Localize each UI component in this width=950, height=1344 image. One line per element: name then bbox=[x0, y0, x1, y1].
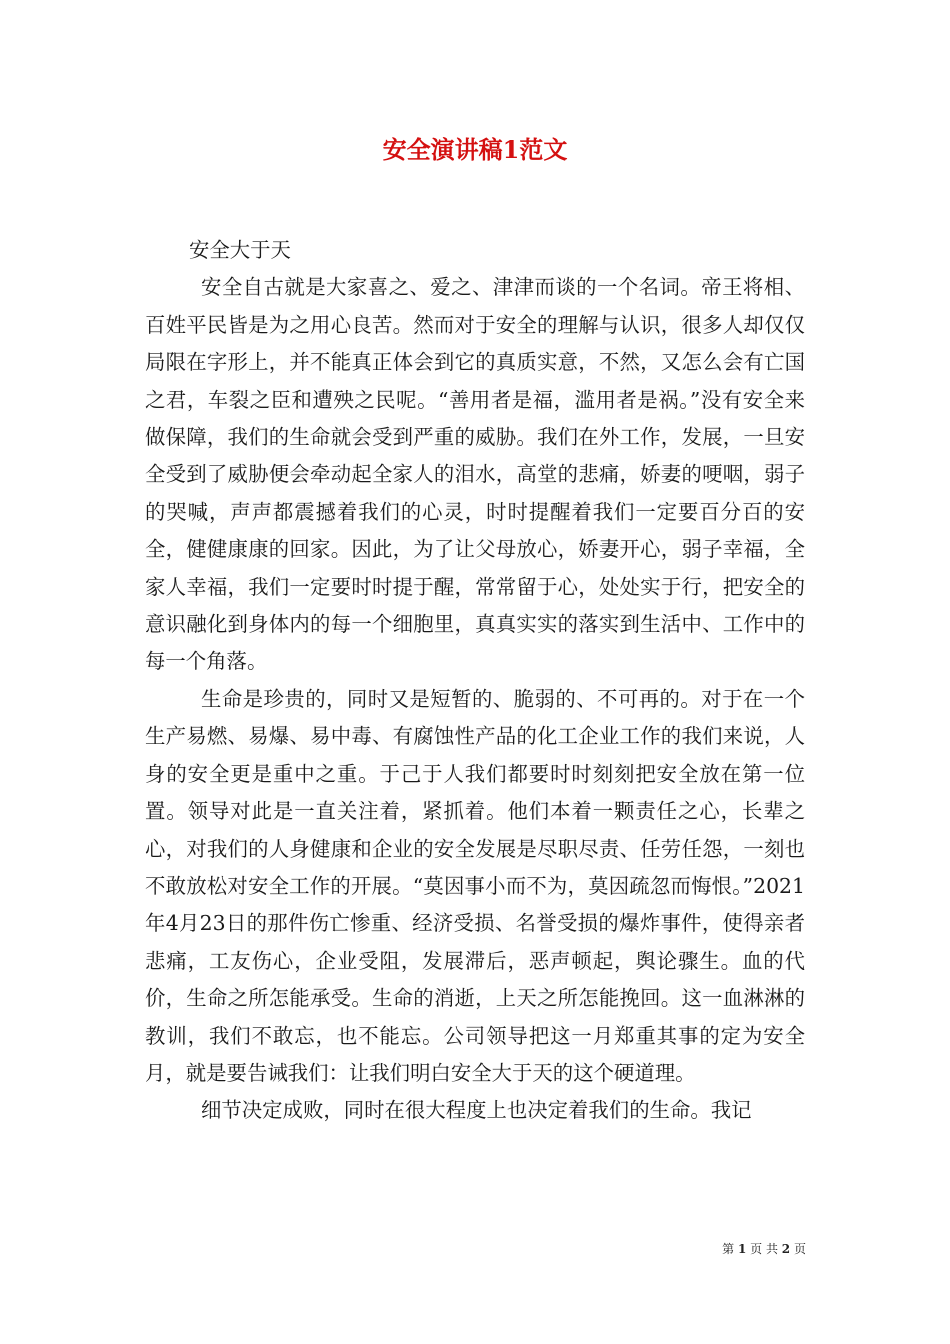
footer-suffix: 页 bbox=[793, 1242, 806, 1256]
document-body bbox=[145, 232, 805, 1130]
paragraph-1: 安全自古就是大家喜之、爱之、津津而谈的一个名词。帝王将相、百姓平民皆是为之用心良苦。然而对于安全的理解与认识，很多人却仅仅局限在字形上，并不能真正体会到它的真质实意，不然，又怎么会有亡国之君，车裂之臣和遭殃之民呢。“善用者是福，滥用者是祸。”没有安全来做保障，我们的生命就会受到严重的威胁。我们在外工作，发展，一旦安全受到了威胁便会牵动起全家人的泪水，高堂的悲痛，娇妻的哽咽，弱子的哭喊，声声都震撼着我们的心灵，时时提醒着我们一定要百分百的安全，健健康康的回家。因此，为了让父母放心，娇妻开心，弱子幸福，全家人幸福，我们一定要时时提于醒，常常留于心，处处实于行，把安全的意识融化到身体内的每一个细胞里，真真实实的落实到生活中、工作中的每一个角落。 bbox=[145, 275, 805, 674]
footer-middle: 页 共 bbox=[750, 1242, 778, 1256]
paragraph-2: 生命是珍贵的，同时又是短暂的、脆弱的、不可再的。对于在一个生产易燃、易爆、易中毒、有腐蚀性产品的化工企业工作的我们来说，人身的安全更是重中之重。于己于人我们都要时时刻刻把安全放在第一位置。领导对此是一直关注着，紧抓着。他们本着一颗责任之心，长辈之心，对我们的人身健康和企业的安全发展是尽职尽责、任劳任怨，一刻也不敢放松对安全工作的开展。“莫因事小而不为，莫因疏忽而悔恨。”2021年4月23日的那件伤亡惨重、经济受损、名誉受损的爆炸事件，使得亲者悲痛，工友伤心，企业受阻，发展滞后，恶声顿起，舆论骤生。血的代价，生命之所怎能承受。生命的消逝，上天之所怎能挽回。这一血淋淋的教训，我们不敢忘，也不能忘。公司领导把这一月郑重其事的定为安全月，就是要告诫我们：让我们明白安全大于天的这个硬道理。 bbox=[145, 686, 805, 1085]
footer-prefix: 第 bbox=[722, 1242, 735, 1256]
footer-total-pages: 2 bbox=[781, 1242, 791, 1256]
paragraph-3: 细节决定成败，同时在很大程度上也决定着我们的生命。我记 bbox=[201, 1098, 752, 1123]
page-footer bbox=[0, 1240, 806, 1258]
document-subtitle: 安全大于天 bbox=[189, 238, 291, 262]
footer-current-page: 1 bbox=[737, 1242, 747, 1256]
document-title: 安全演讲稿1范文 bbox=[382, 135, 568, 164]
